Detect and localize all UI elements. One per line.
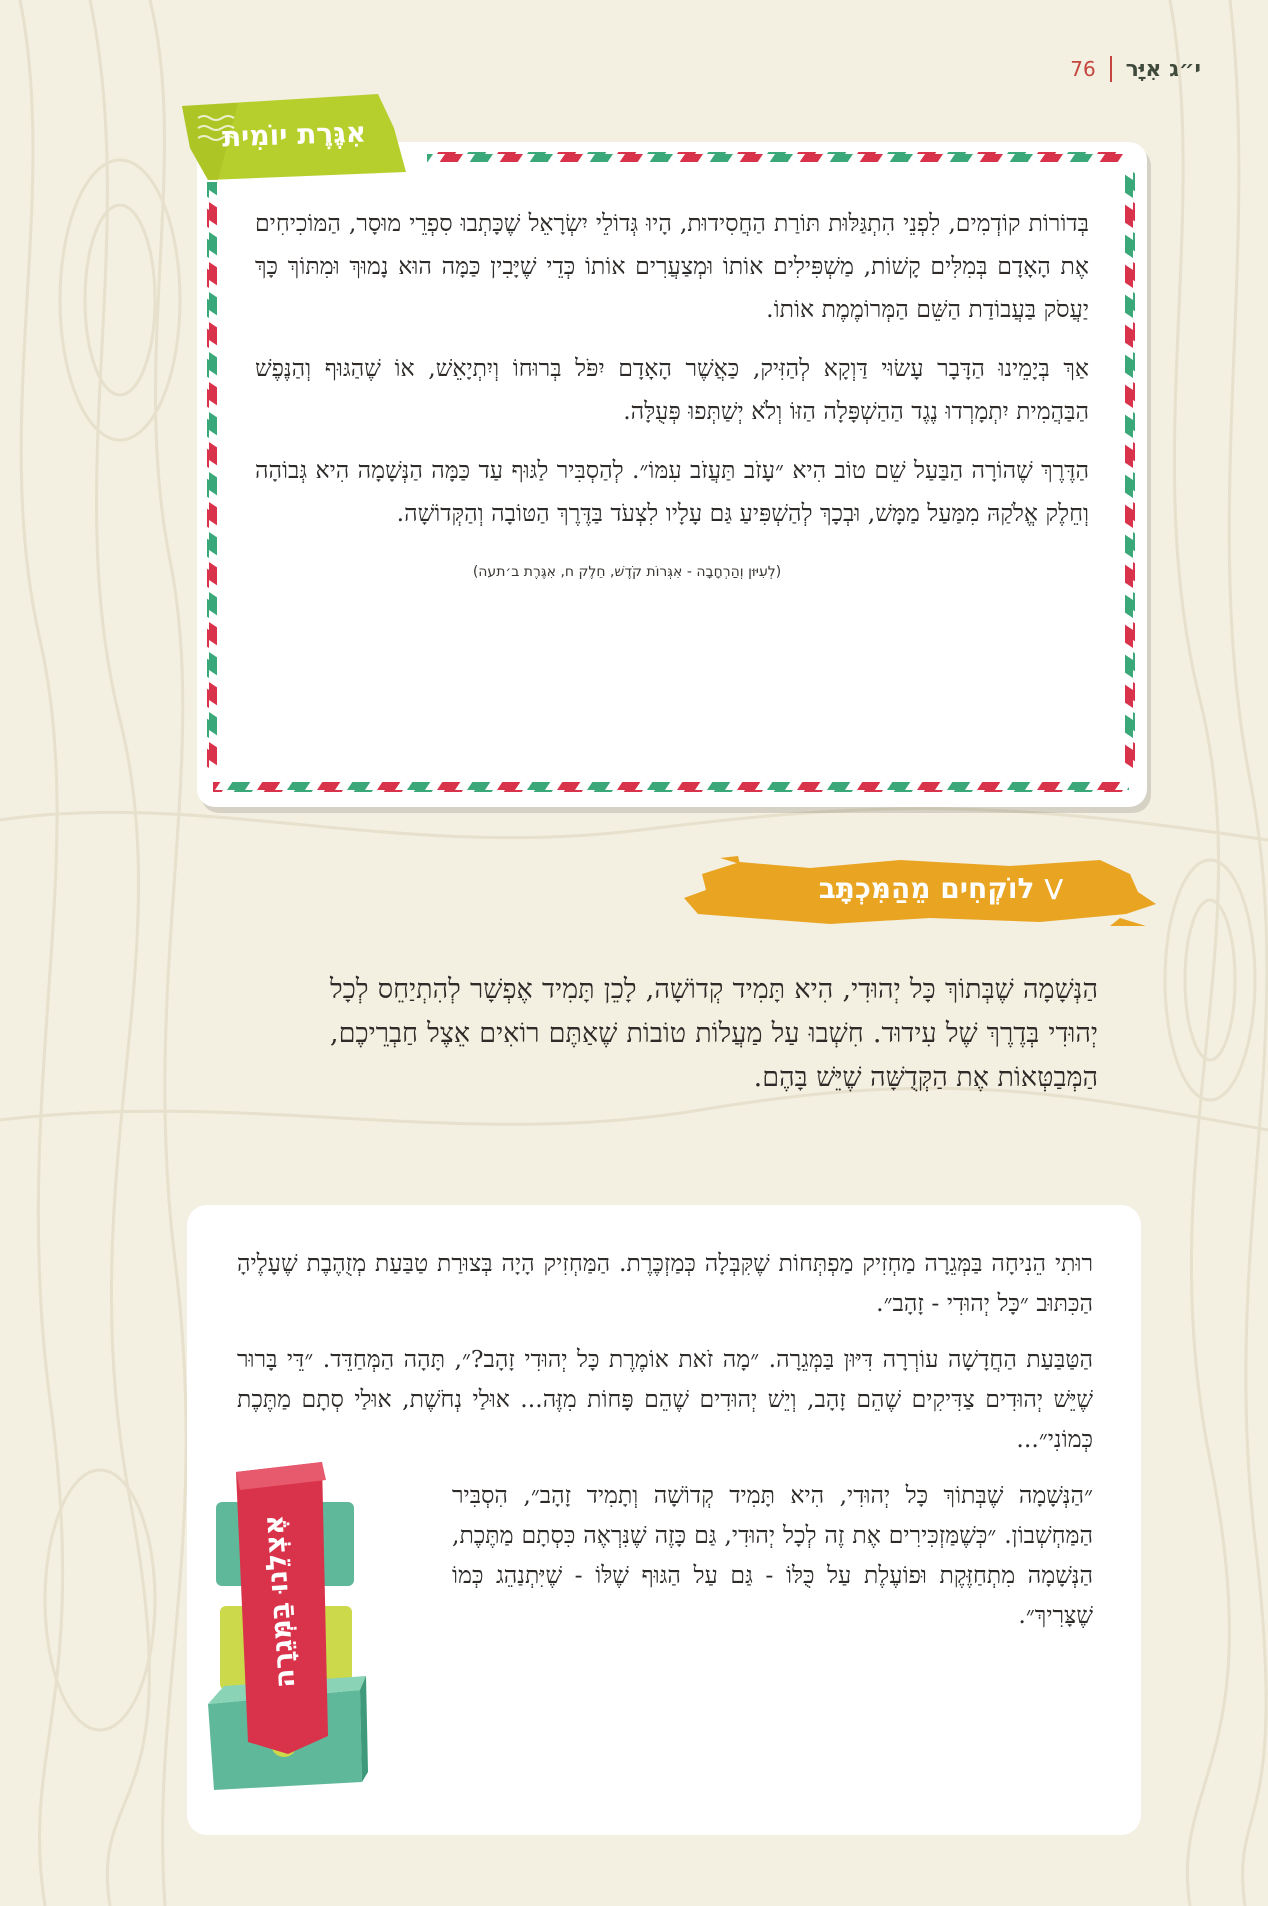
chevron-down-icon: ⋁	[1044, 875, 1063, 901]
sticker-label	[240, 1466, 318, 1736]
letter-paragraph-2: אַךְ בְּיָמֵינוּ הַדָּבָר עָשׂוּי דַּוְקָא לְהַזִּיק, כַּאֲשֶׁר הָאָדָם יִפֹּל בְּרוּחוֹ וְיִתְיָאֵשׁ, אוֹ שֶׁהַגּוּף וְהַנֶּפֶשׁ הַבַּהֲמִית יִתְמָרְדוּ נֶגֶד הַהַשְׁפָּלָה הַזּוֹ וְלֹא יְשַׁתְּפוּ פְּעֻלָּה.	[255, 354, 1089, 425]
story-paragraph-2: הַטַּבַּעַת הַחֲדָשָׁה עוֹרְרָה דִּיּוּן בַּמְּגֵרָה. ״מָה זֹאת אוֹמֶרֶת כָּל יְהוּדִי זָהָב?״, תָּהָה הַמְּחַדֵּד. ״דֵּי בָּרוּר שֶׁיֵּשׁ יְהוּדִים צַדִּיקִים שֶׁהֵם זָהָב, וְיֵשׁ יְהוּדִים שֶׁהֵם פָּחוֹת מִזֶּה... אוּלַי נְחֹשֶׁת, אוּלַי סְתָם מַתֶּכֶת כְּמוֹנִי״...	[237, 1345, 1093, 1453]
sticker-label-text: אֶצְלֵנוּ בַּמְּגֵרָה	[256, 1513, 302, 1689]
story-paragraph-1: רוּתִי הֵנִיחָה בַּמְּגֵרָה מַחְזִיק מַפְתְּחוֹת שֶׁקִּבְּלָה כְּמַזְכֶּרֶת. הַמַּחְזִיק הָיָה בְּצוּרַת טַבַּעַת מְזֻהֶבֶת שֶׁעָלֶיהָ הַכִּתּוּב ״כָּל יְהוּדִי - זָהָב״.	[237, 1249, 1093, 1317]
story-paragraph-3: ״הַנְּשָׁמָה שֶׁבְּתוֹךְ כָּל יְהוּדִי, הִיא תָּמִיד קְדוֹשָׁה וְתָמִיד זָהָב״, הִסְבִּיר הַמַּחְשְׁבוֹן. ״כְּשֶׁמַּזְכִּירִים אֶת זֶה לְכָל יְהוּדִי, גַּם כָּזֶה שֶׁנִּרְאֶה כִּסְתָם מַתֶּכֶת, הַנְּשָׁמָה מִתְחַזֶּקֶת וּפוֹעֶלֶת עַל כֻּלּוֹ - גַּם עַל הַגּוּף שֶׁלּוֹ - שֶׁיִּתְנַהֵג כְּמוֹ שֶׁצָּרִיךְ״.	[452, 1481, 1093, 1629]
takeaway-heading	[819, 872, 1063, 905]
daily-letter-title: אִגֶּרֶת יוֹמִית	[221, 115, 367, 154]
takeaway-title: לוֹקְחִים מֵהַמִּכְתָּב	[818, 872, 1035, 905]
page-header	[1070, 56, 1201, 82]
takeaway-text: הַנְּשָׁמָה שֶׁבְּתוֹךְ כָּל יְהוּדִי, הִיא תָּמִיד קְדוֹשָׁה, לָכֵן תָּמִיד אֶפְשָׁר לְהִתְיַחֵס לְכָל יְהוּדִי בְּדֶרֶךְ שֶׁל עִידוּד. חִשְׁבוּ עַל מַעֲלוֹת טוֹבוֹת שֶׁאַתֶּם רוֹאִים אֵצֶל חַבְרֵיכֶם, הַמְּבַטְּאוֹת אֶת הַקְּדֻשָּׁה שֶׁיֵּשׁ בָּהֶם.	[330, 974, 1098, 1093]
daily-letter-tag	[178, 88, 410, 188]
letter-body	[255, 202, 1089, 594]
letter-paragraph-3: הַדֶּרֶךְ שֶׁהוֹרָה הַבַּעַל שֵׁם טוֹב הִיא ״עָזֹב תַּעֲזֹב עִמּוֹ״. לְהַסְבִּיר לַגּוּף עַד כַּמָּה הַנְּשָׁמָה הִיא גְּבוֹהָה וְחֵלֶק אֱלֹקַהּ מִמַּעַל מַמָּשׁ, וּבְכָךְ לְהַשְׁפִּיעַ גַּם עָלָיו לִצְעֹד בַּדֶּרֶךְ הַטּוֹבָה וְהַקְּדוֹשָׁה.	[255, 456, 1089, 527]
letter-source-reference: (לְעִיּוּן וְהַרְחָבָה - אִגְּרוֹת קֹדֶשׁ, חֵלֶק ח, אִגֶּרֶת ב׳תעה)	[472, 564, 782, 580]
header-divider	[1110, 56, 1112, 82]
letter-paragraph-1: בְּדוֹרוֹת קוֹדְמִים, לִפְנֵי הִתְגַּלּוּת תּוֹרַת הַחֲסִידוּת, הָיוּ גְּדוֹלֵי יִשְׂרָאֵל שֶׁכָּתְבוּ סִפְרֵי מוּסָר, הַמּוֹכִיחִים אֶת הָאָדָם בְּמִלִּים קָשׁוֹת, מַשְׁפִּילִים אוֹתוֹ וּמְצַעֲרִים אוֹתוֹ כְּדֵי שֶׁיָּבִין כַּמָּה הוּא נָמוּךְ וּמִתּוֹךְ כָּךְ יַעֲסֹק בַּעֲבוֹדַת הַשֵּׁם הַמְּרוֹמֶמֶת אוֹתוֹ.	[255, 209, 1089, 323]
hebrew-date: י״ג אִיָּר	[1125, 56, 1201, 82]
takeaway-banner	[680, 852, 1158, 932]
drawer-sticker	[202, 1436, 372, 1796]
airmail-letter-card	[197, 142, 1147, 807]
page-number: 76	[1070, 57, 1096, 81]
